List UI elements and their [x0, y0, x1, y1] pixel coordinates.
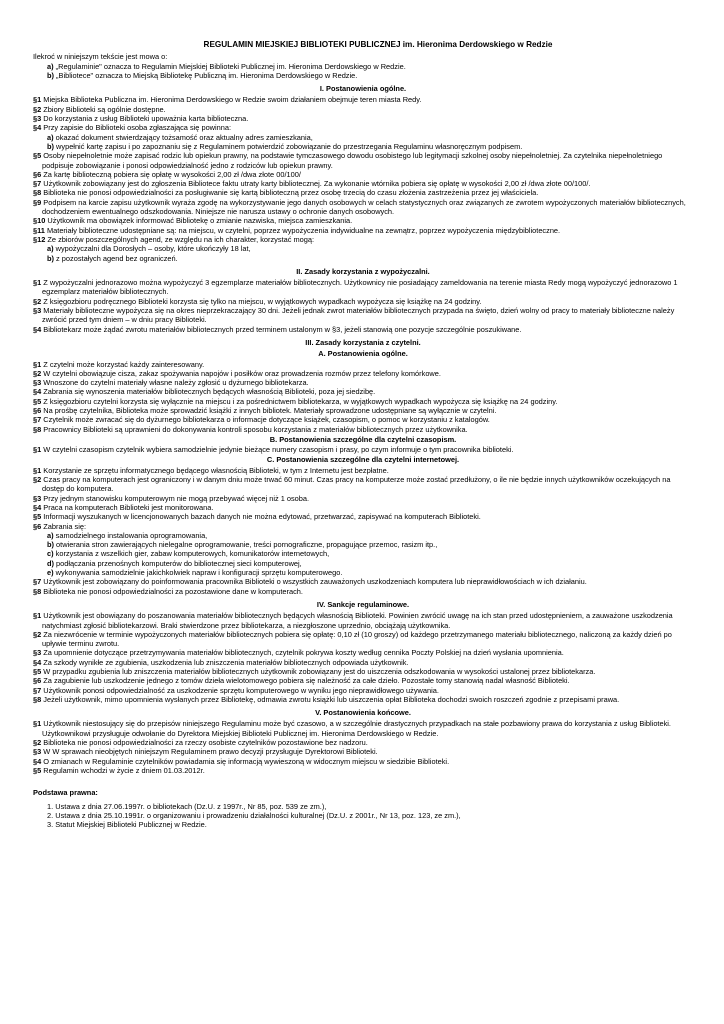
paragraph-text: Przy jednym stanowisku komputerowym nie mogą przebywać więcej niż 1 osoba.	[43, 493, 310, 503]
paragraph-number: §1	[33, 95, 42, 105]
paragraph-number: §5	[33, 667, 42, 676]
paragraph	[33, 95, 693, 104]
paragraph	[33, 198, 693, 217]
paragraph-text: Pracownicy Biblioteki są uprawnieni do dokonywania kontroli sposobu korzystania z materiałów bibliotecznych przez użytkownika.	[43, 424, 468, 434]
paragraph-number: §2	[33, 629, 42, 639]
section	[33, 708, 693, 775]
paragraph	[33, 747, 693, 756]
paragraph	[33, 630, 693, 649]
paragraph-number: §5	[33, 396, 42, 406]
list-item-text: otwierania stron zawierających nielegalne oprogramowanie, treści pornograficzne, propagujące przemoc, rasizm itp.,	[56, 540, 438, 550]
paragraph	[33, 676, 693, 685]
paragraph-text: Za zagubienie lub uszkodzenie jednego z tomów dzieła wielotomowego pobiera się należność za całe dzieło. Pozostałe tomy stanowią nadal własność Biblioteki.	[43, 676, 570, 686]
section	[33, 267, 693, 334]
paragraph	[33, 757, 693, 766]
paragraph-text: Czas pracy na komputerach jest ograniczony i w danym dniu może trwać 60 minut. Czas pracy na komputerze może zostać przedłużony, o ile nie będzie innych użytkowników oczekujących na dostęp do komputera.	[42, 475, 671, 494]
paragraph	[33, 719, 693, 738]
list-item-text: wykonywania samodzielnie jakichkolwiek napraw i konfiguracji sprzętu komputerowego.	[55, 568, 343, 578]
intro-item-text: „Bibliotece" oznacza to Miejską Bibliotekę Publiczną im. Hieronima Derdowskiego w Redzie.	[56, 70, 358, 80]
paragraph-number: §6	[33, 405, 42, 415]
paragraph-number: §7	[33, 685, 42, 695]
paragraph-text: Regulamin wchodzi w życie z dniem 01.03.2012r.	[43, 765, 205, 775]
paragraph	[33, 188, 693, 197]
paragraph-number: §7	[33, 577, 42, 587]
paragraph-text: Z księgozbioru podręcznego Biblioteki korzysta się tylko na miejscu, w wyjątkowych wypadkach wypożycza się książkę na 24 godziny.	[43, 296, 482, 306]
list-item-text: samodzielnego instalowania oprogramowania,	[55, 530, 208, 540]
paragraph-text: Za niezwrócenie w terminie wypożyczonych materiałów bibliotecznych pobiera się opłatę: 0,10 zł (10 groszy) od każdego przetrzymanego materiału bibliotecznego, naliczoną za każdy dzień po upływie terminu zwrotu.	[42, 629, 672, 649]
paragraph	[33, 512, 693, 521]
subsection-heading: A. Postanowienia ogólne.	[318, 349, 408, 359]
paragraph	[33, 360, 693, 369]
list-item	[33, 568, 693, 577]
paragraph-text: W przypadku zgubienia lub zniszczenia materiałów bibliotecznych użytkownik zobowiązany jest do uiszczenia odszkodowania w wysokości ustalonej przez bibliotekarza.	[43, 667, 596, 676]
list-item-text: podłączania przenośnych komputerów do bibliotecznej sieci komputerowej,	[56, 558, 302, 568]
intro-item-text: „Regulaminie" oznacza to Regulamin Miejskiej Biblioteki Publicznej im. Hieronima Derdowskiego w Redzie.	[55, 61, 406, 71]
paragraph-number: §4	[33, 387, 42, 397]
paragraph	[33, 587, 693, 596]
paragraph-text: Zabrania się:	[43, 521, 87, 531]
paragraph-text: Biblioteka nie ponosi odpowiedzialności za pozostawione dane w komputerach.	[43, 586, 303, 596]
subsection-heading: C. Postanowienia szczególne dla czytelni internetowej.	[266, 455, 460, 465]
section-heading: I. Postanowienia ogólne.	[319, 84, 407, 94]
paragraph-number: §2	[33, 475, 42, 485]
paragraph-text: Przy zapisie do Biblioteki osoba zgłaszająca się powinna:	[43, 123, 232, 133]
paragraph	[33, 369, 693, 378]
paragraph	[33, 658, 693, 667]
paragraph-text: Na prośbę czytelnika, Biblioteka może sprowadzić książki z innych bibliotek. Materiały sprowadzone udostępniane są wyłącznie w czytelni.	[43, 405, 497, 415]
paragraph-text: Biblioteka nie ponosi odpowiedzialności za rzeczy osobiste czytelników pozostawione bez nadzoru.	[43, 738, 368, 748]
paragraph-number: §6	[33, 169, 42, 179]
paragraph-text: O zmianach w Regulaminie czytelników powiadamia się informacją wywieszoną w widocznym miejscu w siedzibie Biblioteki.	[43, 756, 450, 766]
paragraph	[33, 306, 693, 325]
paragraph	[33, 226, 693, 235]
paragraph-number: §5	[33, 765, 42, 775]
legal-basis-item	[33, 802, 693, 811]
list-item-text: okazać dokument stwierdzający tożsamość oraz aktualny adres zamieszkania,	[55, 132, 313, 142]
paragraph-number: §5	[33, 151, 42, 161]
paragraph	[33, 235, 693, 244]
intro-list	[33, 62, 693, 81]
paragraph-number: §8	[33, 188, 42, 198]
paragraph	[33, 123, 693, 132]
paragraph-number: §4	[33, 657, 42, 667]
paragraph-number: §1	[33, 445, 42, 455]
paragraph-number: §4	[33, 123, 42, 133]
paragraph	[33, 170, 693, 179]
intro-item-marker: a)	[47, 61, 54, 71]
legal-basis-text: Statut Miejskiej Biblioteki Publicznej w Redzie.	[55, 820, 207, 830]
paragraph-number: §8	[33, 586, 42, 596]
paragraph	[33, 114, 693, 123]
paragraph	[33, 378, 693, 387]
paragraph-text: Do korzystania z usług Biblioteki upoważnia karta biblioteczna.	[43, 114, 249, 124]
paragraph	[33, 151, 693, 170]
legal-basis-text: Ustawa z dnia 25.10.1991r. o organizowaniu i prowadzeniu działalności kulturalnej (Dz.U. z 2001r., Nr 13, poz. 123, ze zm.),	[55, 810, 461, 820]
legal-basis-number: 3.	[47, 820, 54, 830]
section-heading: II. Zasady korzystania z wypożyczalni.	[296, 266, 430, 276]
paragraph	[33, 387, 693, 396]
paragraph-text: Zbiory Biblioteki są ogólnie dostępne.	[43, 104, 166, 114]
paragraph-text: Miejska Biblioteka Publiczna im. Hieronima Derdowskiego w Redzie swoim działaniem obejmuje teren miasta Redy.	[43, 95, 422, 105]
intro-item-marker: b)	[47, 70, 54, 80]
section	[33, 84, 693, 263]
paragraph-number: §3	[33, 747, 42, 757]
paragraph	[33, 494, 693, 503]
legal-basis-number: 1.	[47, 801, 54, 811]
section	[33, 600, 693, 704]
list-item-marker: d)	[47, 558, 54, 568]
paragraph-text: Biblioteka nie ponosi odpowiedzialności za posługiwanie się kartą biblioteczną przez osobę trzecią do czasu złożenia zastrzeżenia przez jej właściciela.	[43, 188, 539, 198]
paragraph-number: §4	[33, 502, 42, 512]
section	[33, 338, 693, 596]
legal-basis-list	[33, 802, 693, 830]
paragraph-text: Użytkownik ma obowiązek informować Bibliotekę o zmianie nazwiska, miejsca zamieszkania.	[47, 216, 353, 226]
paragraph-text: Informacji wyszukanych w licencjonowanych bazach danych nie można edytować, przetwarzać, zapisywać na komputerach Biblioteki.	[43, 512, 481, 522]
list-item	[33, 254, 693, 263]
paragraph-text: Za szkody wynikłe ze zgubienia, uszkodzenia lub zniszczenia materiałów bibliotecznych odpowiada użytkownik.	[43, 657, 409, 667]
paragraph-number: §1	[33, 719, 42, 729]
paragraph	[33, 667, 693, 676]
paragraph-text: W czytelni czasopism czytelnik wybiera samodzielnie jedynie bieżące numery czasopism i prasy, po czym informuje o tym pracownika biblioteki.	[43, 445, 514, 455]
legal-basis-title: Podstawa prawna:	[33, 788, 98, 798]
paragraph-text: Za upomnienie dotyczące przetrzymywania materiałów bibliotecznych, czytelnik pokrywa koszty według cennika Poczty Polskiej na dzień wysłania upomnienia.	[43, 648, 564, 658]
paragraph-number: §7	[33, 415, 42, 425]
paragraph	[33, 325, 693, 334]
paragraph	[33, 766, 693, 775]
intro-text: Ilekroć w niniejszym tekście jest mowa o:	[33, 52, 168, 62]
list-item-marker: a)	[47, 132, 54, 142]
paragraph-text: Materiały biblioteczne udostępniane są: na miejscu, w czytelni, poprzez wypożyczenia indywidualne na zewnątrz, poprzez wypożyczenia międzybiblioteczne.	[47, 225, 561, 235]
list-item-text: wypełnić kartę zapisu i po zapoznaniu się z Regulaminem potwierdzić zobowiązanie do przestrzegania Regulaminu własnoręcznym podpisem.	[56, 141, 523, 151]
paragraph	[33, 466, 693, 475]
sections	[33, 84, 693, 775]
paragraph-text: Podpisem na karcie zapisu użytkownik wyraża zgodę na wykorzystywanie jego danych osobowych w celach statystycznych oraz związanych ze zwrotem wypożyczonych materiałów bibliotecznych, dochodzeniem ewentualnego odszkodowania. Niniejsze nie narusza ustawy o ochronie danych osobowych.	[42, 197, 686, 217]
paragraph-number: §8	[33, 424, 42, 434]
list-item	[33, 142, 693, 151]
paragraph-number: §4	[33, 756, 42, 766]
paragraph-text: Ze zbiorów poszczególnych agend, ze względu na ich charakter, korzystać mogą:	[47, 234, 315, 244]
paragraph-number: §3	[33, 114, 42, 124]
list-item-marker: e)	[47, 568, 54, 578]
list-item	[33, 531, 693, 540]
paragraph-text: W W sprawach nieobjętych niniejszym Regulaminem prawo decyzji przysługuje Dyrektorowi Biblioteki.	[43, 747, 378, 757]
paragraph-text: Z księgozbioru czytelni korzysta się wyłącznie na miejscu i za pośrednictwem bibliotekarza, w wyjątkowych wypadkach wypożycza się książkę na 24 godziny.	[43, 396, 558, 406]
paragraph-number: §3	[33, 306, 42, 316]
paragraph-number: §1	[33, 278, 42, 288]
paragraph	[33, 611, 693, 630]
subsection-heading: B. Postanowienia szczególne dla czytelni czasopism.	[269, 434, 457, 444]
paragraph-text: Jeżeli użytkownik, mimo upomnienia wysłanych przez Bibliotekę, odmawia zwrotu książki lub uiszczenia opłat Biblioteka dochodzi swoich roszczeń zgodnie z przepisami prawa.	[43, 694, 620, 704]
paragraph	[33, 522, 693, 531]
paragraph-number: §5	[33, 512, 42, 522]
paragraph-text: Bibliotekarz może żądać zwrotu materiałów bibliotecznych przed terminem ustalonym w §3, jeżeli stanowią one pozycje szczególnie poszukiwane.	[43, 324, 522, 334]
list-item	[33, 244, 693, 253]
legal-basis-item	[33, 811, 693, 820]
paragraph	[33, 686, 693, 695]
section-heading: III. Zasady korzystania z czytelni.	[305, 337, 421, 347]
paragraph-text: Użytkownik zobowiązany jest do zgłoszenia Bibliotece faktu utraty karty bibliotecznej. Za wykonanie wtórnika pobiera się opłatę w wysokości 2,00 zł /dwa złote 00/100/.	[43, 179, 591, 189]
list-item	[33, 549, 693, 558]
list-item-text: z pozostałych agend bez ograniczeń.	[56, 253, 178, 263]
regulations-document	[33, 40, 693, 829]
list-item	[33, 133, 693, 142]
paragraph	[33, 425, 693, 434]
paragraph-number: §3	[33, 648, 42, 658]
paragraph-text: Osoby niepełnoletnie może zapisać rodzic lub opiekun prawny, na podstawie tymczasowego dowodu osobistego lub legitymacji szkolnej osoby niepełnoletniej. Za czytelnika niepełnoletniego podpisuje zobowiązanie i ponosi odpowiedzialność jedno z rodziców lub opiekun prawny.	[42, 151, 663, 170]
intro-item	[33, 71, 693, 80]
paragraph-text: W czytelni obowiązuje cisza, zakaz spożywania napojów i posiłków oraz prowadzenia rozmów przez telefony komórkowe.	[43, 368, 441, 378]
paragraph-text: Z czytelni może korzystać każdy zainteresowany.	[43, 359, 205, 369]
paragraph	[33, 695, 693, 704]
paragraph-text: Użytkownik niestosujący się do przepisów niniejszego Regulaminu może być czasowo, a w szczególnie drastycznych przypadkach na stałe pozbawiony prawa do korzystania z usług Biblioteki. Użytkownikowi przysługuje odwołanie do Dyrektora Miejskiej Biblioteki Publicznej im. Hieronima Derdowskiego w Redzie.	[42, 719, 671, 738]
paragraph-text: Korzystanie ze sprzętu informatycznego będącego własnością Biblioteki, w tym z Internetu jest bezpłatne.	[43, 465, 389, 475]
section-heading: V. Postanowienia końcowe.	[315, 708, 411, 718]
paragraph-number: §2	[33, 368, 42, 378]
paragraph-number: §2	[33, 738, 42, 748]
paragraph-number: §8	[33, 694, 42, 704]
list-item-marker: a)	[47, 530, 54, 540]
paragraph-number: §2	[33, 296, 42, 306]
list-item-marker: b)	[47, 141, 54, 151]
paragraph	[33, 415, 693, 424]
paragraph-number: §6	[33, 676, 42, 686]
list-item	[33, 540, 693, 549]
list-item-text: korzystania z wszelkich gier, zabaw komputerowych, komunikatorów internetowych,	[55, 549, 330, 559]
section-heading: IV. Sankcje regulaminowe.	[316, 599, 410, 609]
paragraph-text: Czytelnik może zwracać się do dyżurnego bibliotekarza o informacje dotyczące książek, czasopism, o pomoc w korzystaniu z katalogów.	[43, 415, 490, 425]
paragraph-number: §11	[33, 225, 45, 235]
list-item-marker: b)	[47, 253, 54, 263]
intro-item	[33, 62, 693, 71]
paragraph-number: §9	[33, 197, 42, 207]
paragraph	[33, 297, 693, 306]
paragraph-text: Z wypożyczalni jednorazowo można wypożyczyć 3 egzemplarze materiałów bibliotecznych. Użytkownicy nie posiadający zameldowania na terenie miasta Redy mogą wypożyczyć jednorazowo 1 egzemplarz materiałów bibliotecznych.	[42, 278, 678, 297]
paragraph-number: §2	[33, 104, 42, 114]
paragraph	[33, 216, 693, 225]
paragraph	[33, 738, 693, 747]
legal-basis-item	[33, 820, 693, 829]
paragraph-number: §3	[33, 378, 42, 388]
legal-basis-number: 2.	[47, 810, 54, 820]
paragraph-text: Użytkownik ponosi odpowiedzialność za uszkodzenie sprzętu komputerowego w wyniku jego nieprawidłowego używania.	[43, 685, 439, 695]
paragraph	[33, 406, 693, 415]
paragraph	[33, 475, 693, 494]
legal-basis-text: Ustawa z dnia 27.06.1997r. o bibliotekach (Dz.U. z 1997r., Nr 85, poz. 539 ze zm.),	[55, 801, 327, 811]
paragraph	[33, 278, 693, 297]
paragraph-text: Użytkownik jest zobowiązany do poinformowania pracownika Biblioteki o wszystkich zauważonych uszkodzeniach komputera lub nieprawidłowościach w ich działaniu.	[43, 577, 587, 587]
paragraph-number: §10	[33, 216, 46, 226]
paragraph-text: Materiały biblioteczne wypożycza się na okres nieprzekraczający 30 dni. Jeżeli jednak zwrot materiałów bibliotecznych przypada na święto, dzień wolny od pracy to materiały biblioteczne należy zwrócić przed tym dniem – w dniu pracy Biblioteki.	[42, 306, 675, 325]
paragraph	[33, 577, 693, 586]
paragraph-number: §12	[33, 234, 46, 244]
paragraph	[33, 503, 693, 512]
paragraph-number: §1	[33, 611, 42, 621]
paragraph-number: §7	[33, 179, 42, 189]
paragraph-text: Praca na komputerach Biblioteki jest monitorowana.	[43, 502, 214, 512]
list-item-marker: b)	[47, 540, 54, 550]
paragraph-number: §6	[33, 521, 42, 531]
paragraph-number: §4	[33, 324, 42, 334]
list-item-marker: c)	[47, 549, 54, 559]
document-title: REGULAMIN MIEJSKIEJ BIBLIOTEKI PUBLICZNEJ im. Hieronima Derdowskiego w Redzie	[203, 40, 553, 49]
list-item-marker: a)	[47, 244, 54, 254]
paragraph	[33, 648, 693, 657]
paragraph	[33, 105, 693, 114]
paragraph	[33, 179, 693, 188]
list-item	[33, 559, 693, 568]
paragraph-text: Za kartę biblioteczną pobiera się opłatę w wysokości 2,00 zł /dwa złote 00/100/	[43, 169, 301, 179]
paragraph-text: Użytkownik jest obowiązany do poszanowania materiałów bibliotecznych będących własnością Biblioteki. Powinien zwrócić uwagę na ich stan przed udostępnieniem, a zauważone uszkodzenia natychmiast zgłosić bibliotekarzowi. Braki stwierdzone przez bibliotekarza, a niezgłoszone uprzednio, obciążają użytkownika.	[42, 611, 673, 630]
list-item-text: wypożyczalni dla Dorosłych – osoby, które ukończyły 18 lat,	[55, 244, 251, 254]
paragraph	[33, 397, 693, 406]
paragraph-number: §3	[33, 493, 42, 503]
paragraph-number: §1	[33, 465, 42, 475]
paragraph-number: §1	[33, 359, 42, 369]
paragraph	[33, 445, 693, 454]
paragraph-text: Zabrania się wynoszenia materiałów bibliotecznych będących własnością Biblioteki, poza jej siedzibę.	[43, 387, 376, 397]
paragraph-text: Wnoszone do czytelni materiały własne należy zgłosić u dyżurnego bibliotekarza.	[43, 378, 309, 388]
